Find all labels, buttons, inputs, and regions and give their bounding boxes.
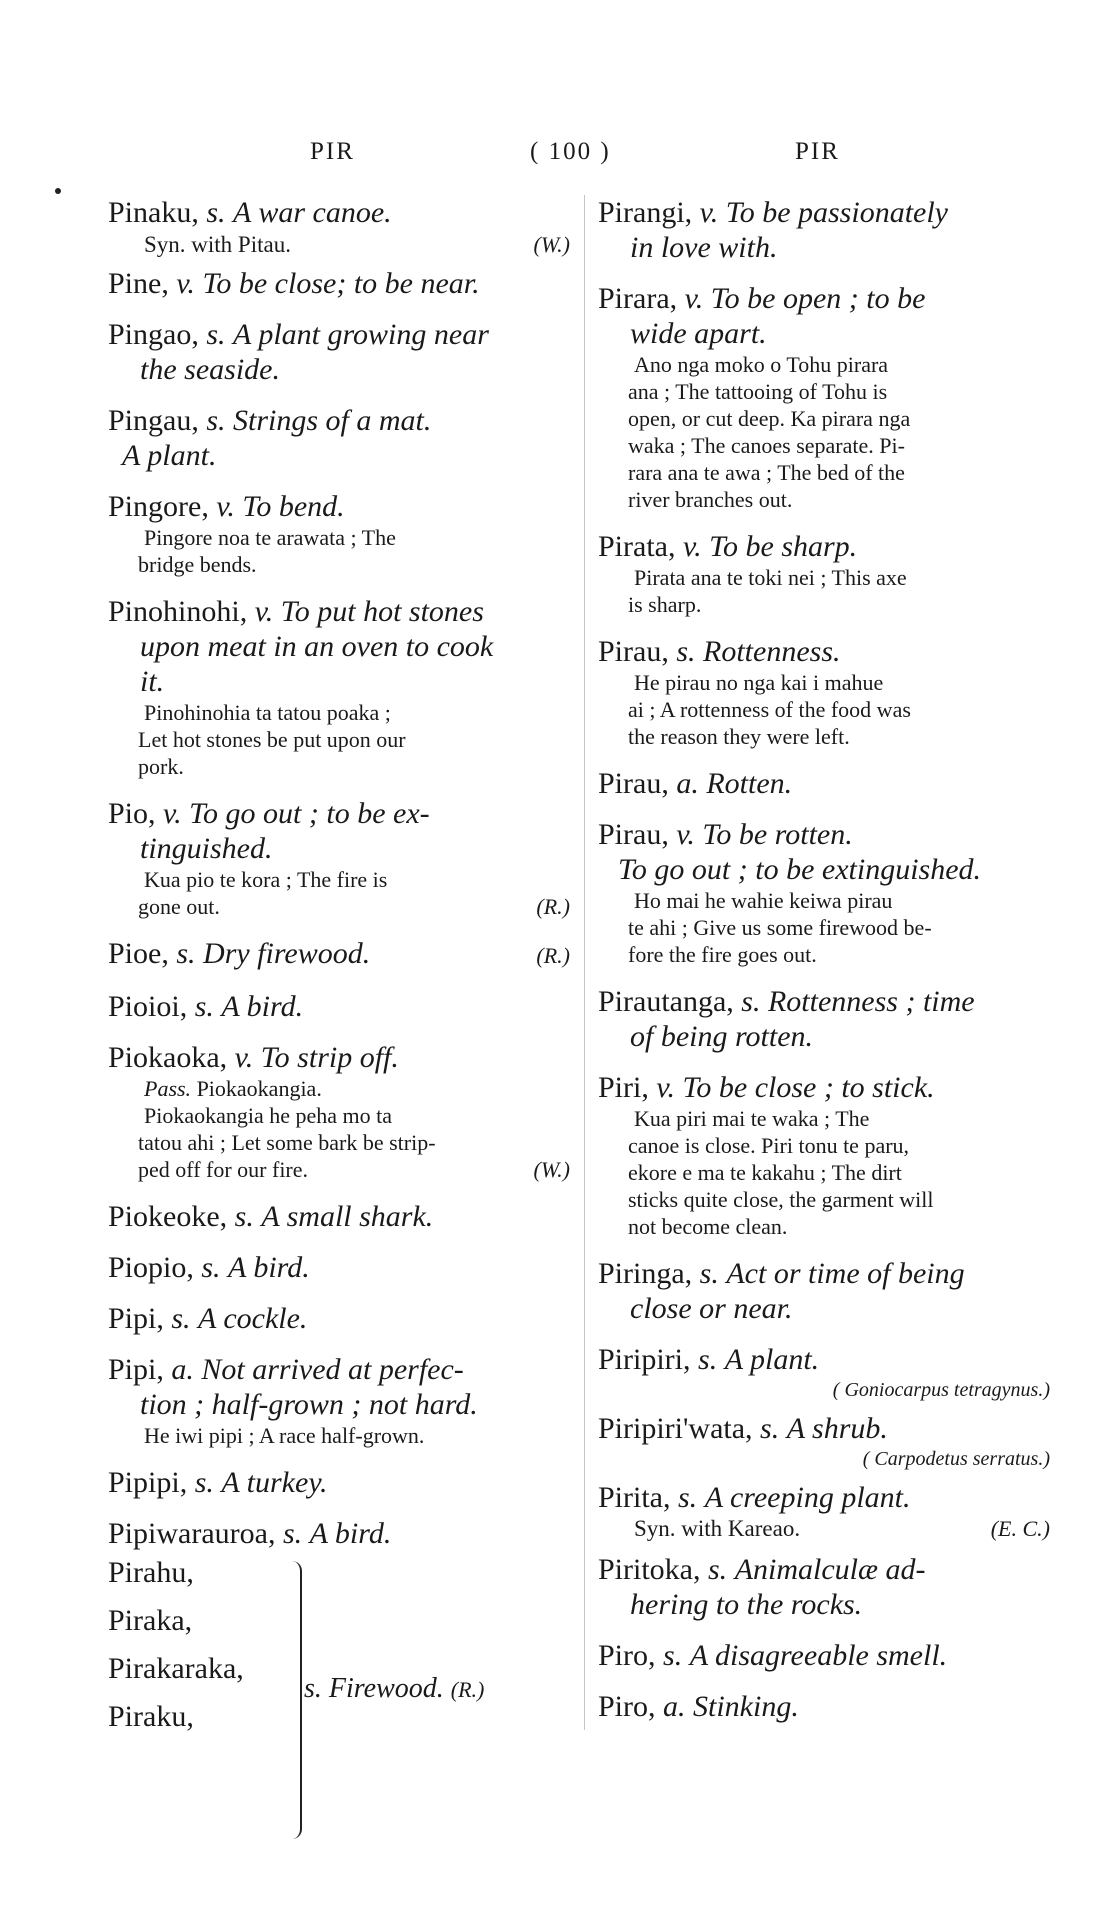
source-tag: (R.)	[536, 943, 570, 968]
dictionary-entry: Pingau, s. Strings of a mat. A plant.	[108, 404, 432, 472]
dictionary-entry: Pipi, a. Not arrived at perfec- tion ; half-grown ; not hard. He iwi pipi ; A race half-grown.	[108, 1353, 478, 1448]
dictionary-entry: Piringa, s. Act or time of being close or near.	[598, 1257, 965, 1325]
dictionary-entry: Piritoka, s. Animalculæ ad- hering to the rocks.	[598, 1553, 926, 1621]
source-tag: (R.)	[536, 894, 570, 919]
page-number: ( 100 )	[530, 138, 611, 165]
dictionary-entry: Piokaoka, v. To strip off. Pass. Piokaokangia. Piokaokangia he peha mo ta tatou ahi ; Let some bark be strip- ped off for our fire. (W.)	[108, 1041, 570, 1182]
dictionary-entry: Pirau, a. Rotten.	[598, 767, 793, 800]
dictionary-entry: Pirata, v. To be sharp. Pirata ana te toki nei ; This axe is sharp.	[598, 530, 907, 617]
dictionary-entry: Pipiwarauroa, s. A bird.	[108, 1517, 392, 1550]
scientific-name: ( Carpodetus serratus.)	[862, 1448, 1050, 1470]
source-tag: (W.)	[533, 232, 570, 257]
dictionary-entry: Piopio, s. A bird.	[108, 1251, 310, 1284]
dictionary-entry: Pipipi, s. A turkey.	[108, 1466, 328, 1499]
dictionary-entry: Pirau, s. Rottenness. He pirau no nga kai i mahue ai ; A rottenness of the food was the reason they were left.	[598, 635, 911, 749]
page-header	[0, 138, 1114, 178]
right-column	[598, 195, 1060, 1740]
dictionary-entry: Piokeoke, s. A small shark.	[108, 1200, 434, 1233]
group-word: Pirahu,	[108, 1556, 194, 1589]
left-column	[108, 195, 570, 1855]
dictionary-entry: Pingore, v. To bend. Pingore noa te arawata ; The bridge bends.	[108, 490, 396, 577]
dictionary-entry: Piri, v. To be close ; to stick. Kua piri mai te waka ; The canoe is close. Piri tonu te paru, ekore e ma te kakahu ; The dirt sticks quite close, the garment will not become clean.	[598, 1071, 935, 1239]
group-word: Piraku,	[108, 1700, 194, 1733]
dictionary-entry: Pioe, s. Dry firewood. (R.)	[108, 936, 570, 973]
source-tag: (W.)	[533, 1157, 570, 1182]
synonym-note: Syn. with Kareao.	[634, 1516, 801, 1541]
dictionary-entry: Pirangi, v. To be passionately in love with.	[598, 196, 948, 264]
dictionary-entry: Piripiri'wata, s. A shrub. ( Carpodetus serratus.)	[598, 1411, 1060, 1472]
margin-dot	[55, 188, 61, 194]
source-tag: (E. C.)	[990, 1516, 1050, 1541]
dictionary-entry: Pirita, s. A creeping plant. Syn. with Kareao. (E. C.)	[598, 1481, 1050, 1541]
dictionary-entry: Pine, v. To be close; to be near.	[108, 267, 480, 300]
dictionary-entry: Pirautanga, s. Rottenness ; time of being rotten.	[598, 985, 975, 1053]
dictionary-entry: Pio, v. To go out ; to be ex- tinguished. Kua pio te kora ; The fire is gone out. (R.)	[108, 797, 570, 919]
group-word: Piraka,	[108, 1604, 193, 1637]
scientific-name: ( Goniocarpus tetragynus.)	[832, 1379, 1050, 1401]
header-left: PIR	[310, 138, 355, 165]
group-definition: s. Firewood. (R.)	[304, 1673, 485, 1704]
dictionary-entry: Piro, a. Stinking.	[598, 1690, 799, 1723]
header-right: PIR	[795, 138, 840, 165]
dictionary-entry: Piro, s. A disagreeable smell.	[598, 1639, 948, 1672]
dictionary-entry: Pinaku, s. A war canoe. Syn. with Pitau. (W.)	[108, 195, 570, 260]
dictionary-entry: Pingao, s. A plant growing near the seaside.	[108, 318, 489, 386]
dictionary-entry: Pinohinohi, v. To put hot stones upon meat in an oven to cook it. Pinohinohia ta tatou poaka ; Let hot stones be put upon our pork.	[108, 595, 494, 779]
dictionary-entry: Piripiri, s. A plant. ( Goniocarpus tetragynus.)	[598, 1342, 1060, 1403]
group-word: Pirakaraka,	[108, 1652, 244, 1685]
dictionary-entry: Pipi, s. A cockle.	[108, 1302, 308, 1335]
dictionary-entry: Pirara, v. To be open ; to be wide apart. Ano nga moko o Tohu pirara ana ; The tattooing of Tohu is open, or cut deep. Ka pirara nga waka ; The canoes separate. Pi- rara ana te awa ; The bed of the river branches out.	[598, 282, 926, 512]
column-divider	[584, 195, 585, 1730]
synonym-note: Syn. with Pitau.	[144, 232, 291, 257]
grouped-entry	[108, 1555, 570, 1855]
brace-mark	[286, 1561, 302, 1839]
dictionary-entry: Pioioi, s. A bird.	[108, 990, 304, 1023]
dictionary-entry: Pirau, v. To be rotten. To go out ; to be extinguished. Ho mai he wahie keiwa pirau te ahi ; Give us some firewood be- fore the fire goes out.	[598, 818, 982, 967]
